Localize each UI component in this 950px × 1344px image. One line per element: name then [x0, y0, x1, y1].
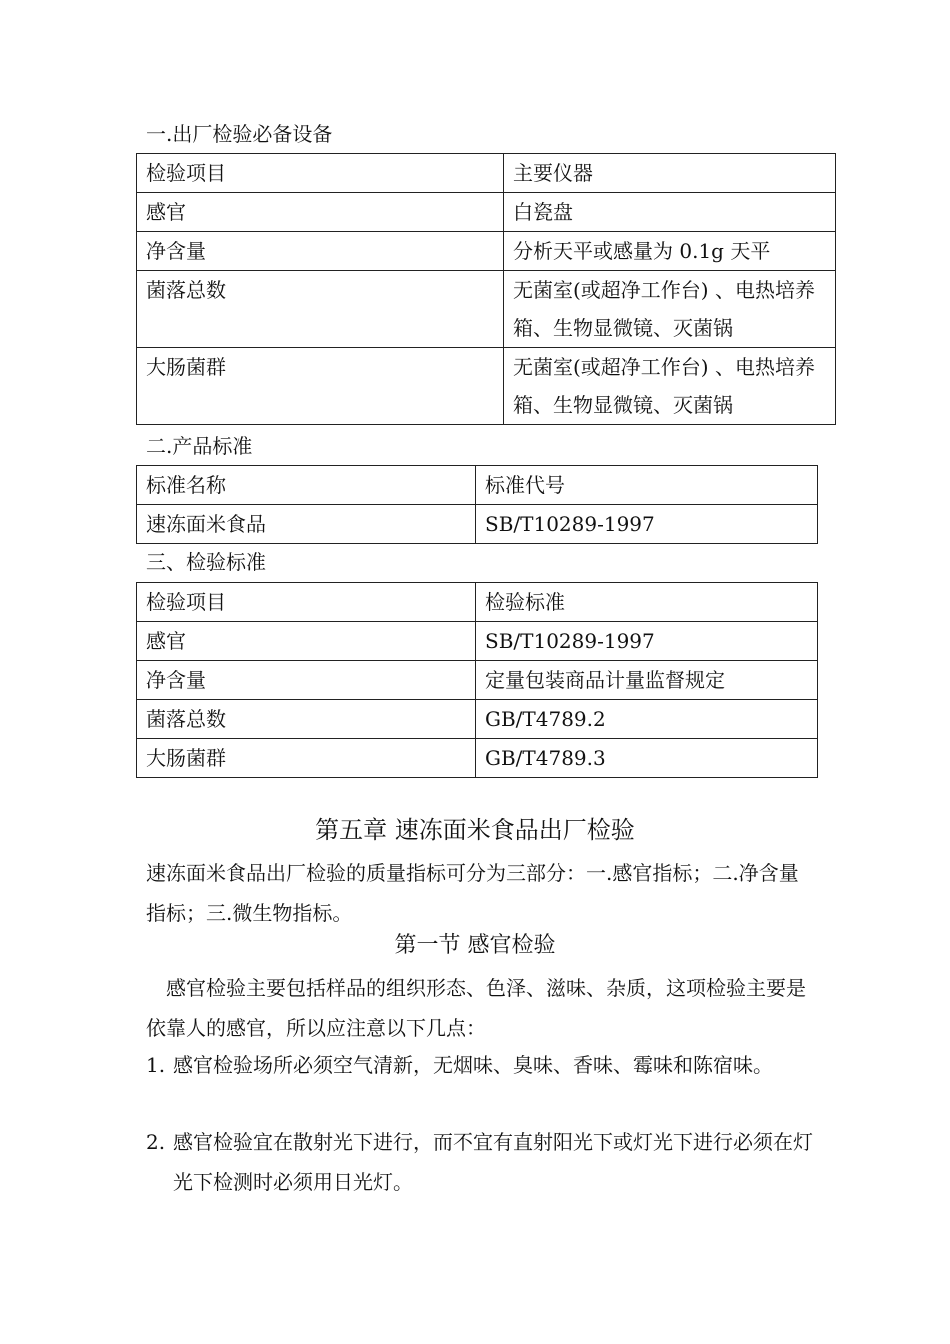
table-row — [137, 739, 818, 778]
table-cell: 菌落总数 — [137, 271, 504, 348]
table-row — [137, 622, 818, 661]
table-cell: 无菌室(或超净工作台) 、电热培养箱、生物显微镜、灭菌锅 — [504, 348, 836, 425]
table-row — [137, 505, 818, 544]
table-cell: 速冻面米食品 — [137, 505, 476, 544]
table-cell: 白瓷盘 — [504, 193, 836, 232]
header-cell: 检验项目 — [137, 583, 476, 622]
table-row — [137, 700, 818, 739]
table-cell: 大肠菌群 — [137, 348, 504, 425]
list-item-text: 感官检验宜在散射光下进行，而不宜有直射阳光下或灯光下进行必须在灯光下检测时必须用日光灯。 — [173, 1130, 813, 1194]
inspection-standard-table — [136, 582, 818, 778]
table-row — [137, 661, 818, 700]
section-first-paragraph: 感官检验主要包括样品的组织形态、色泽、滋味、杂质，这项检验主要是依靠人的感官，所以应注意以下几点： — [146, 976, 806, 1040]
table-cell: GB/T4789.2 — [476, 700, 818, 739]
table-cell: 净含量 — [137, 232, 504, 271]
section3-title: 三、检验标准 — [146, 550, 266, 574]
table-cell: 分析天平或感量为 0.1g 天平 — [504, 232, 836, 271]
table-cell: GB/T4789.3 — [476, 739, 818, 778]
list-item-text: 感官检验场所必须空气清新，无烟味、臭味、香味、霉味和陈宿味。 — [173, 1053, 773, 1077]
header-cell: 检验项目 — [137, 154, 504, 193]
table-header-row — [137, 583, 818, 622]
table-cell: 感官 — [137, 622, 476, 661]
list-item-number: 2. — [146, 1130, 166, 1154]
table-cell: 大肠菌群 — [137, 739, 476, 778]
header-cell: 主要仪器 — [504, 154, 836, 193]
list-item-number: 1. — [146, 1053, 166, 1077]
table-row — [137, 232, 836, 271]
table-row — [137, 271, 836, 348]
table-cell: 定量包装商品计量监督规定 — [476, 661, 818, 700]
table-header-row — [137, 154, 836, 193]
product-standard-table — [136, 465, 818, 544]
chapter-title: 第五章 速冻面米食品出厂检验 — [315, 816, 635, 844]
section-first-title: 第一节 感官检验 — [394, 933, 556, 958]
section2-title: 二.产品标准 — [146, 434, 253, 458]
table-cell: SB/T10289-1997 — [476, 622, 818, 661]
table-cell: SB/T10289-1997 — [476, 505, 818, 544]
table-cell: 感官 — [137, 193, 504, 232]
header-cell: 标准名称 — [137, 466, 476, 505]
table-cell: 菌落总数 — [137, 700, 476, 739]
equipment-table — [136, 153, 836, 425]
header-cell: 检验标准 — [476, 583, 818, 622]
table-row — [137, 348, 836, 425]
table-cell: 无菌室(或超净工作台) 、电热培养箱、生物显微镜、灭菌锅 — [504, 271, 836, 348]
section1-title: 一.出厂检验必备设备 — [146, 122, 333, 146]
table-row — [137, 193, 836, 232]
chapter-intro: 速冻面米食品出厂检验的质量指标可分为三部分：一.感官指标；二.净含量指标；三.微生物指标。 — [146, 861, 799, 925]
table-header-row — [137, 466, 818, 505]
header-cell: 标准代号 — [476, 466, 818, 505]
table-cell: 净含量 — [137, 661, 476, 700]
